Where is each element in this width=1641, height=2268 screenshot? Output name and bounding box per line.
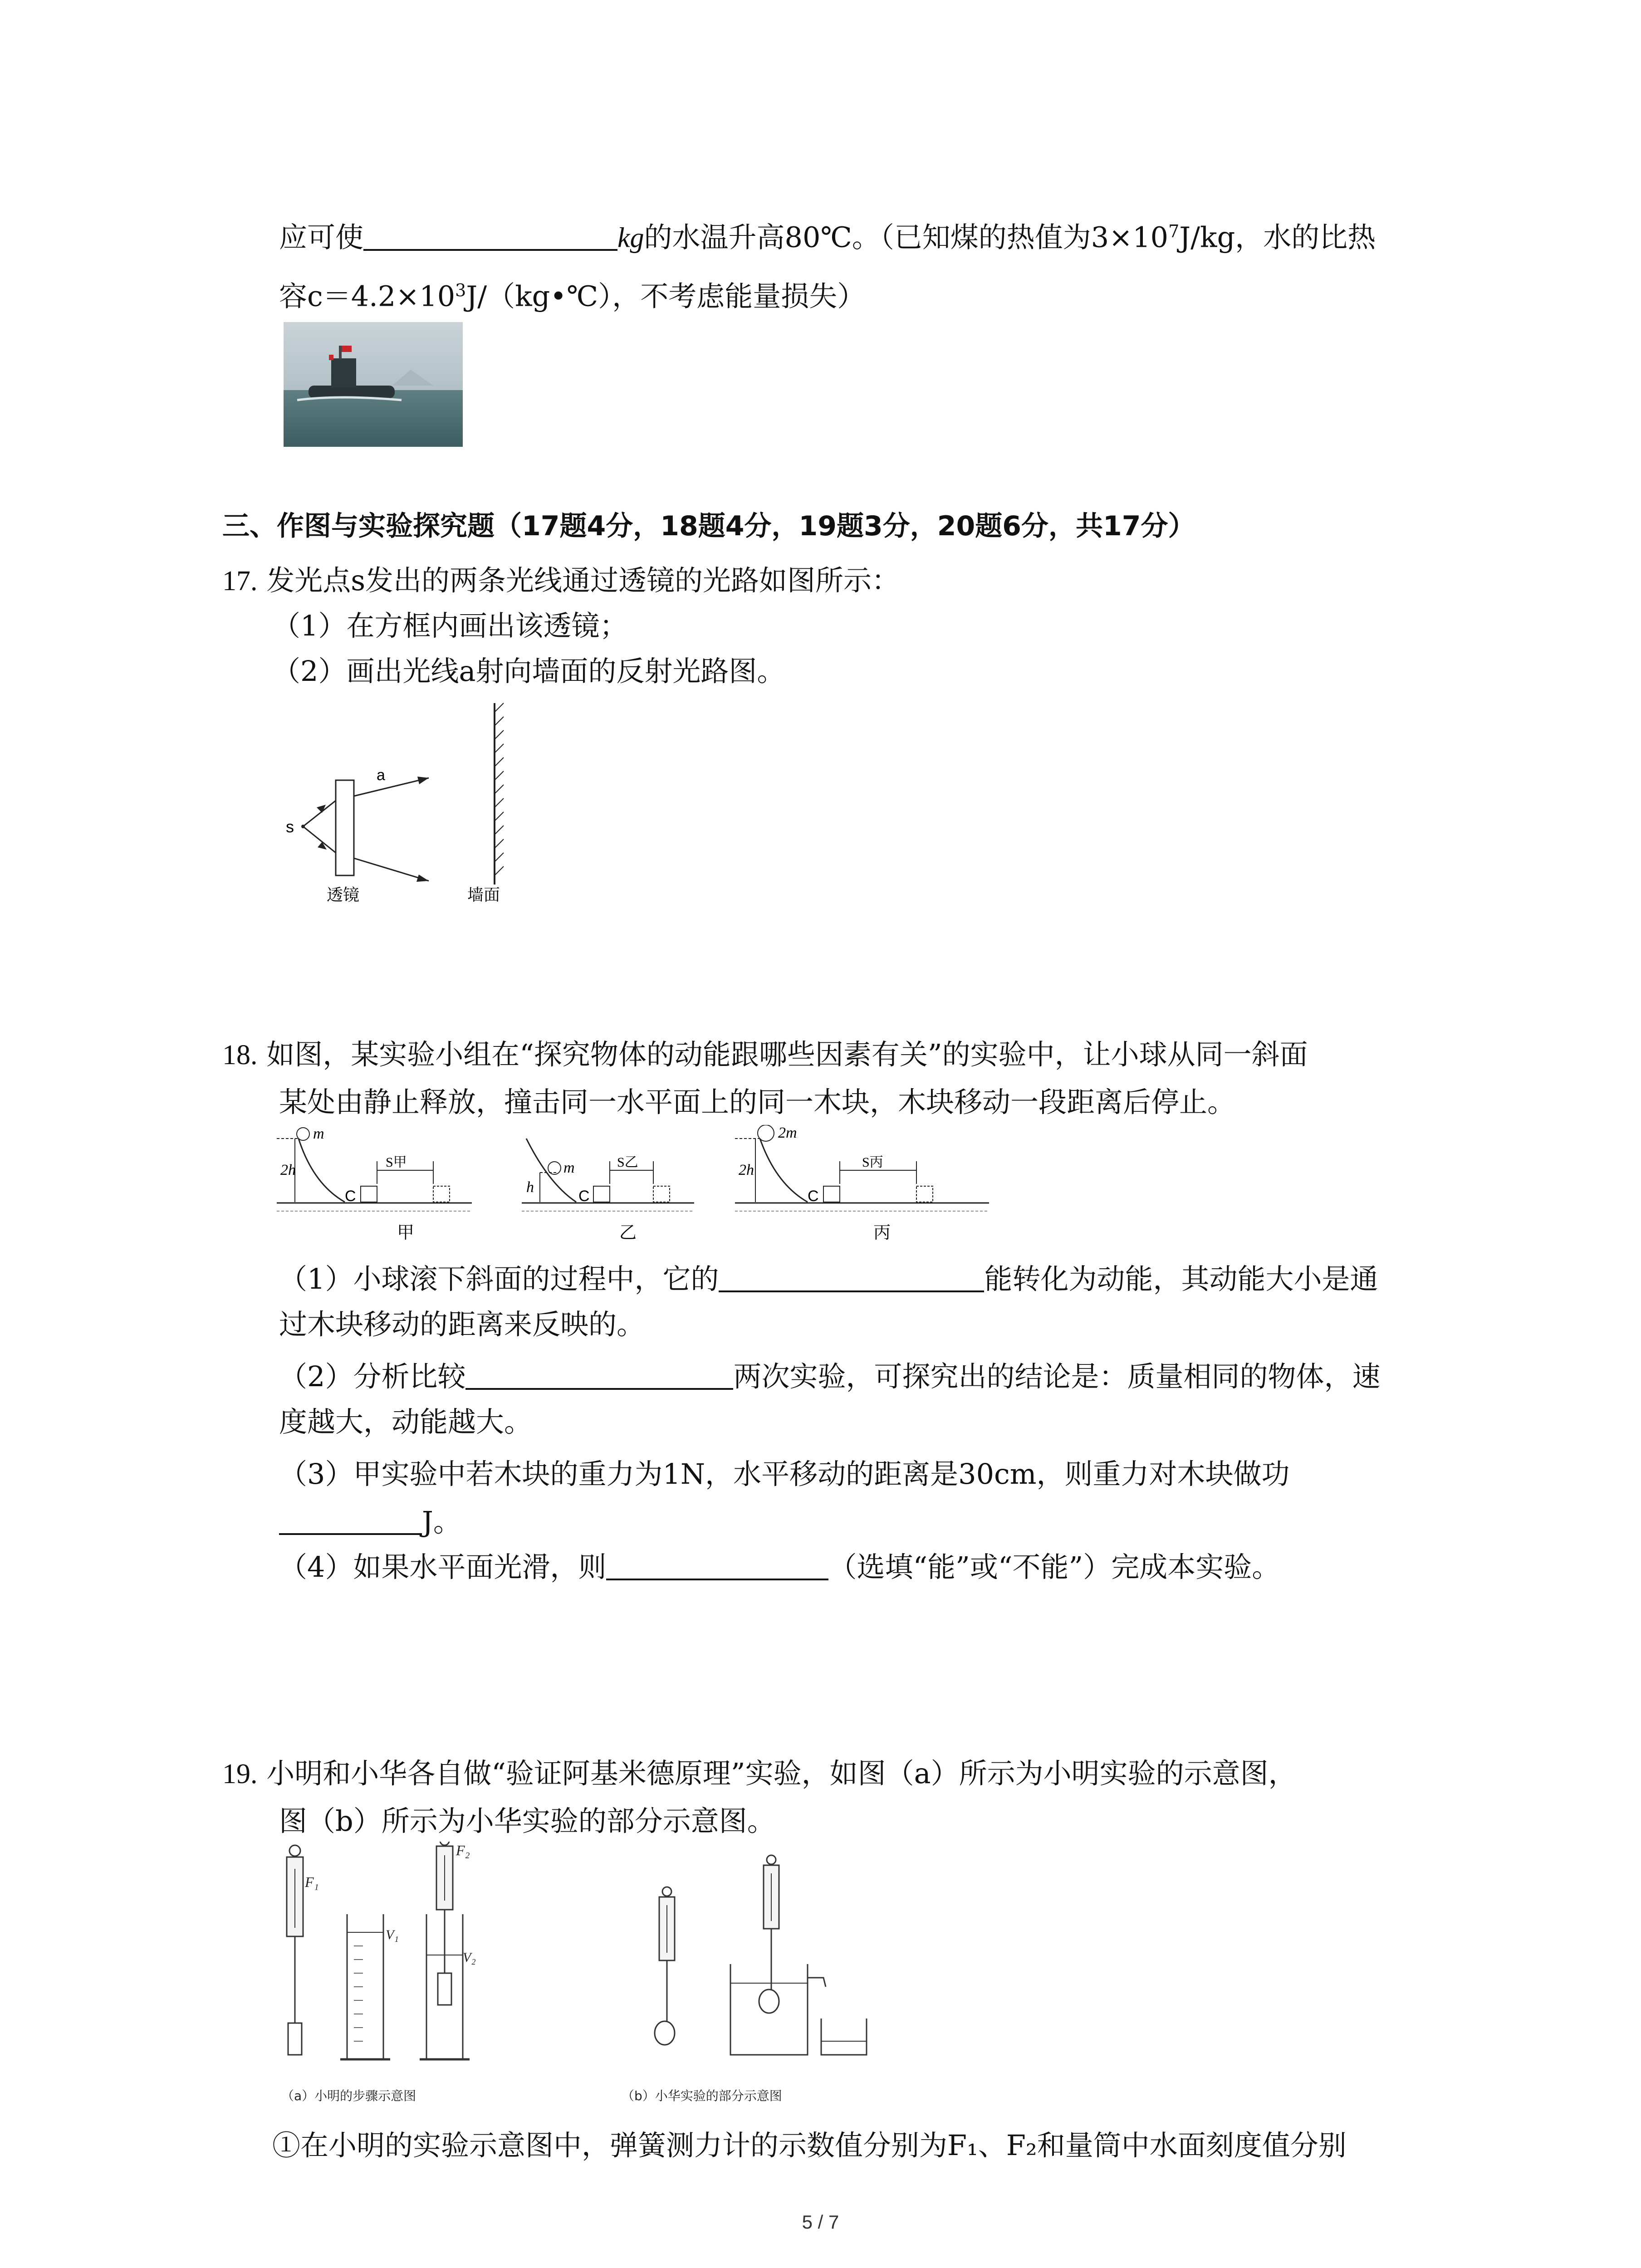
- ramp-yi: [522, 1139, 694, 1242]
- svg-text:甲: 甲: [397, 1222, 415, 1242]
- page-number: 5 / 7: [802, 2211, 839, 2233]
- svg-text:V₁: V₁: [386, 1927, 399, 1942]
- ramp-jia: [277, 1125, 472, 1242]
- q18-stem-1: 18. 如图，某实验小组在“探究物体的动能跟哪些因素有关”的实验中，让小球从同一斜面: [222, 1038, 1308, 1071]
- answer-blank[interactable]: [465, 1359, 733, 1390]
- lens-box[interactable]: [336, 780, 354, 875]
- q18-sub2-cont: 度越大，动能越大。: [279, 1405, 533, 1438]
- svg-text:2h: 2h: [739, 1162, 754, 1178]
- svg-text:S乙: S乙: [617, 1155, 638, 1170]
- svg-text:h: h: [526, 1179, 534, 1196]
- q18-sub3: （3）甲实验中若木块的重力为1N，水平移动的距离是30cm，则重力对木块做功: [279, 1457, 1290, 1491]
- svg-text:丙: 丙: [873, 1222, 891, 1242]
- top-line-1: 应可使 kg的水温升高80℃。（已知煤的热值为$3\times 10^7J/kg$，水的比热: [279, 220, 1376, 254]
- section-title: 三、作图与实验探究题（17题4分，18题4分，19题3分，20题6分，共17分）: [222, 510, 1195, 542]
- svg-text:2m: 2m: [778, 1125, 797, 1141]
- q18-stem-2: 某处由静止释放，撞击同一水平面上的同一木块，木块移动一段距离后停止。: [279, 1085, 1236, 1119]
- answer-blank[interactable]: [606, 1549, 828, 1580]
- submarine-photo: [284, 322, 463, 447]
- caption-a: （a）小明的步骤示意图: [281, 2088, 416, 2103]
- svg-text:C: C: [808, 1188, 819, 1205]
- overflow-beaker: [730, 1964, 867, 2055]
- q19-stem-1: 19. 小明和小华各自做“验证阿基米德原理”实验，如图（a）所示为小明实验的示意图，: [222, 1757, 1297, 1790]
- svg-text:乙: 乙: [619, 1222, 637, 1242]
- svg-text:S丙: S丙: [862, 1155, 883, 1170]
- q18-sub1-cont: 过木块移动的距离来反映的。: [279, 1308, 645, 1341]
- q17-stem: 17. 发光点s发出的两条光线通过透镜的光路如图所示：: [222, 564, 900, 597]
- svg-text:S甲: S甲: [386, 1155, 407, 1170]
- svg-text:F₂: F₂: [456, 1842, 470, 1858]
- q18-sub1: （1）小球滚下斜面的过程中，它的 能转化为动能，其动能大小是通: [279, 1262, 1378, 1295]
- wall-label: 墙面: [467, 886, 500, 904]
- q18-figure: [277, 1125, 1012, 1252]
- q19-sub1: ①在小明的实验示意图中，弹簧测力计的示数值分别为F₁、F₂和量筒中水面刻度值分别: [272, 2129, 1347, 2162]
- svg-text:2h: 2h: [280, 1162, 296, 1178]
- answer-blank[interactable]: [719, 1261, 984, 1292]
- answer-blank[interactable]: [363, 220, 617, 251]
- answer-blank[interactable]: [279, 1504, 422, 1535]
- caption-b: （b）小华实验的部分示意图: [622, 2088, 782, 2103]
- cylinder-v1: [340, 1914, 390, 2059]
- a-label: a: [377, 767, 385, 784]
- q18-sub2: （2）分析比较 两次实验，可探究出的结论是：质量相同的物体，速: [279, 1360, 1381, 1393]
- svg-text:m: m: [563, 1159, 575, 1176]
- ramp-bing: [735, 1125, 989, 1242]
- svg-text:C: C: [578, 1188, 590, 1205]
- spring-scale-b2: [759, 1855, 779, 2013]
- spring-scale-f1: [287, 1845, 303, 2055]
- top-line-2: 容$c=4.2\times 10^3J/(kg•℃)$，不考虑能量损失）: [279, 279, 866, 313]
- spring-scale-b1: [655, 1887, 675, 2045]
- svg-text:m: m: [313, 1125, 324, 1142]
- spring-scale-f2: [436, 1842, 453, 2005]
- svg-text:C: C: [345, 1188, 356, 1205]
- q18-sub4: （4）如果水平面光滑，则 （选填“能”或“不能”）完成本实验。: [279, 1550, 1280, 1584]
- svg-text:F₁: F₁: [305, 1874, 319, 1890]
- q19-stem-2: 图（b）所示为小华实验的部分示意图。: [279, 1804, 775, 1838]
- s-label: s: [286, 817, 294, 836]
- q18-sub3-cont: J。: [279, 1504, 461, 1540]
- q17-sub2: （2）画出光线a射向墙面的反射光路图。: [272, 655, 785, 688]
- q17-sub1: （1）在方框内画出该透镜；: [272, 609, 628, 642]
- lens-label: 透镜: [327, 886, 360, 904]
- q19-figure: [277, 1842, 876, 2114]
- q17-figure: [268, 694, 558, 907]
- svg-text:V₂: V₂: [463, 1950, 476, 1965]
